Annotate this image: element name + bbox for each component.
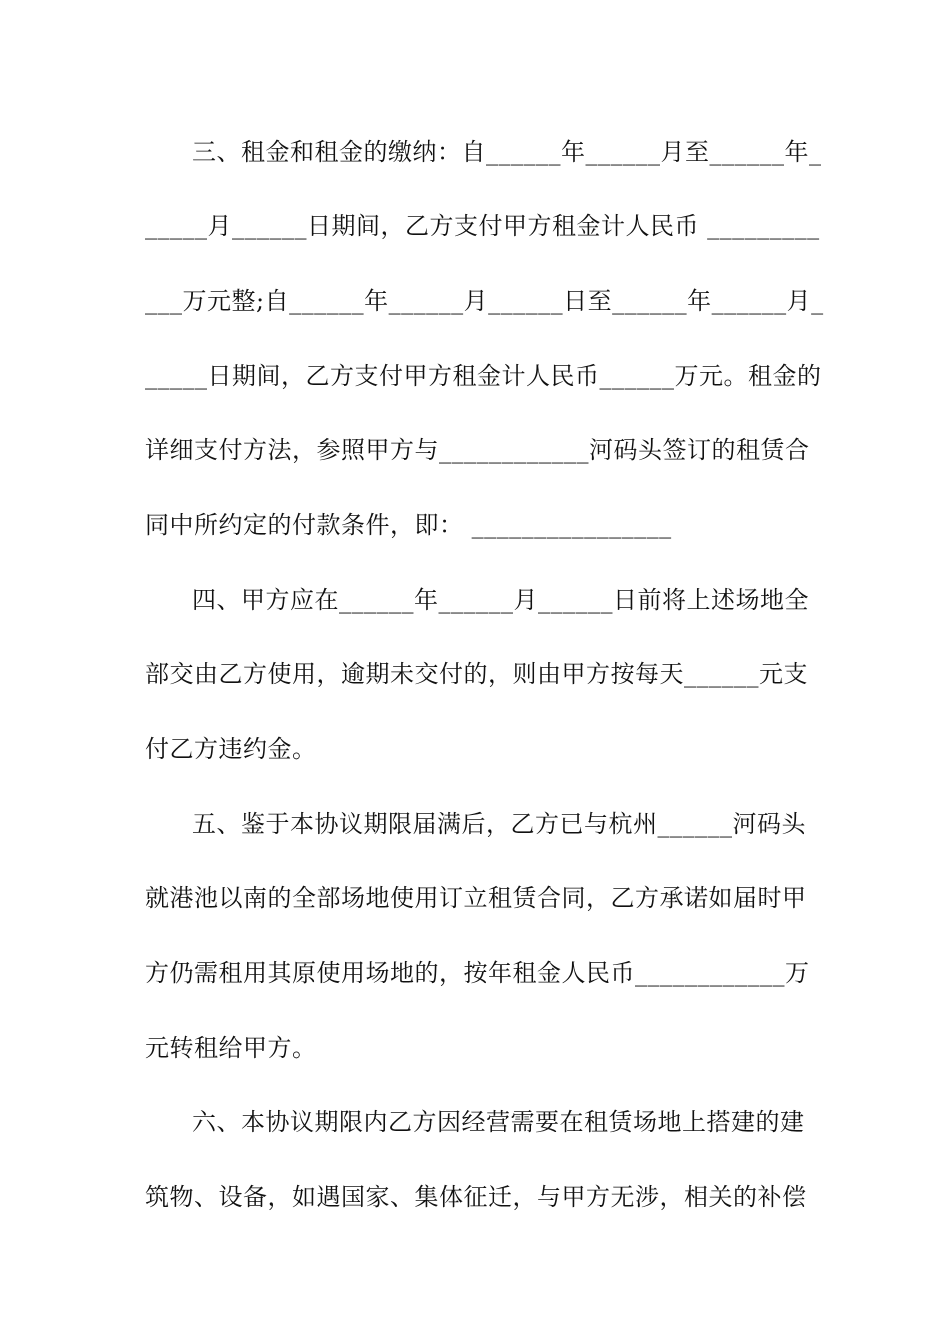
clause-5-line-3: 方仍需租用其原使用场地的，按年租金人民币____________万 xyxy=(145,959,810,987)
clause-4-line-1: 四、甲方应在______年______月______日前将上述场地全 xyxy=(192,586,809,614)
clause-6-line-2: 筑物、设备，如遇国家、集体征迁，与甲方无涉，相关的补偿 xyxy=(145,1183,807,1211)
clause-3-line-5: 详细支付方法，参照甲方与____________河码头签订的租赁合 xyxy=(145,436,810,464)
clause-3-line-3: ___万元整;自______年______月______日至______年______月_ xyxy=(145,287,824,315)
clause-3-line-6: 同中所约定的付款条件，即： ________________ xyxy=(145,511,672,539)
clause-3-line-1: 三、租金和租金的缴纳：自______年______月至______年_ xyxy=(192,138,822,166)
clause-3-line-2: _____月______日期间，乙方支付甲方租金计人民币 _________ xyxy=(145,212,820,240)
clause-5-line-1: 五、鉴于本协议期限届满后，乙方已与杭州______河码头 xyxy=(192,810,806,838)
clause-4-line-3: 付乙方违约金。 xyxy=(145,735,317,763)
clause-5-line-4: 元转租给甲方。 xyxy=(145,1034,317,1062)
clause-6-line-1: 六、本协议期限内乙方因经营需要在租赁场地上搭建的建 xyxy=(192,1108,805,1136)
clause-3-line-4: _____日期间，乙方支付甲方租金计人民币______万元。租金的 xyxy=(145,362,822,390)
clause-5-line-2: 就港池以南的全部场地使用订立租赁合同，乙方承诺如届时甲 xyxy=(145,884,807,912)
clause-4-line-2: 部交由乙方使用，逾期未交付的，则由甲方按每天______元支 xyxy=(145,660,808,688)
